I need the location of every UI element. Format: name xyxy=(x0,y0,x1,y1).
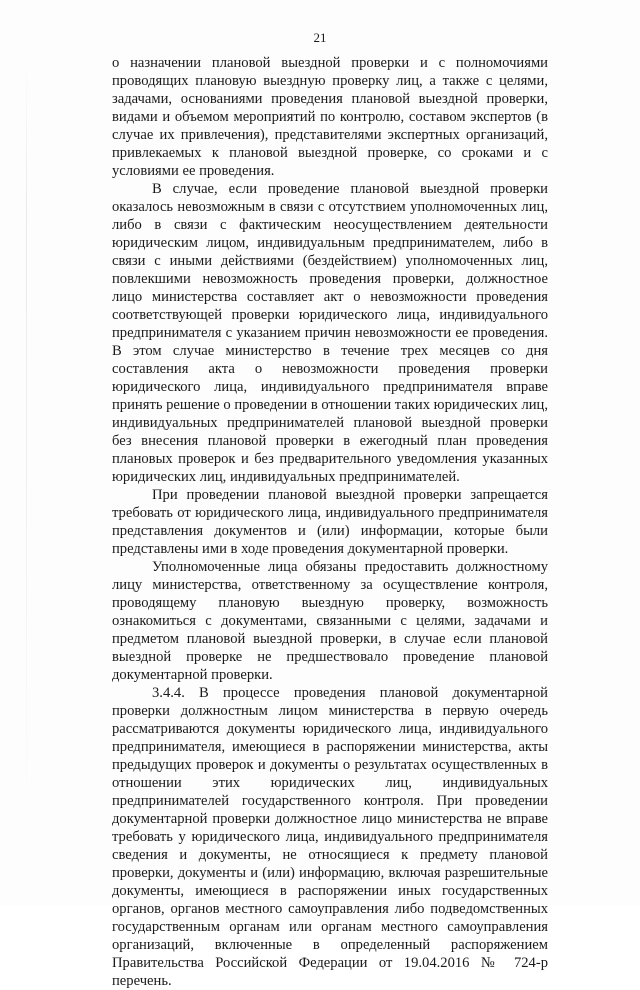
paragraph-continuation: о назначении плановой выездной проверки и с полномочиями проводящих плановую выездную проверку лиц, а также с целями, задачами, основаниями проведения плановой выездной проверки, видами и объемом мероприятий по контролю, составом экспертов (в случае их привлечения), представителями экспертных организаций, привлекаемых к плановой выездной проверке, со сроками и с условиями ее проведения. xyxy=(112,55,548,179)
paragraph-access-to-documents: Уполномоченные лица обязаны предоставить должностному лицу министерства, ответственному за осуществление контроля, проводящему плановую выездную проверку, возможность ознакомиться с документами, связанными с целями, задачами и предметом плановой выездной проверки, в случае если плановой выездной проверке не предшествовало проведение плановой документарной проверки. xyxy=(112,559,548,683)
paragraph-section-3-4-4: 3.4.4. В процессе проведения плановой документарной проверки должностным лицом министерства в первую очередь рассматриваются документы юридического лица, индивидуального предпринимателя, имеющиеся в распоряжении министерства, акты предыдущих проверок и документы о результатах осуществленных в отношении этих юридических лиц, индивидуальных предпринимателей государственного контроля. При проведении документарной проверки должностное лицо министерства не вправе требовать у юридического лица, индивидуального предпринимателя сведения и документы, не относящиеся к предмету плановой проверки, документы и (или) информацию, включая разрешительные документы, имеющиеся в распоряжении иных государственных органов, органов местного самоуправления либо подведомственных государственным органам или органам местного самоуправления организаций, включенные в определенный распоряжением Правительства Российской Федерации от 19.04.2016 № 724-р перечень. xyxy=(112,685,548,989)
scan-edge-shadow xyxy=(26,60,27,820)
document-body xyxy=(112,54,548,990)
paragraph-impossible-inspection: В случае, если проведение плановой выездной проверки оказалось невозможным в связи с отсутствием уполномоченных лиц, либо в связи с фактическим неосуществлением деятельности юридическим лицом, индивидуальным предпринимателем, либо в связи с иными действиями (бездействием) уполномоченных лиц, повлекшими невозможность проведения проверки, должностное лицо министерства составляет акт о невозможности проведения соответствующей проверки юридического лица, индивидуального предпринимателя с указанием причин невозможности ее проведения. В этом случае министерство в течение трех месяцев со дня составления акта о невозможности проведения проверки юридического лица, индивидуального предпринимателя вправе принять решение о проведении в отношении таких юридических лиц, индивидуальных предпринимателей плановой выездной проверки без внесения плановой проверки в ежегодный план проведения плановых проверок и без предварительного уведомления указанных юридических лиц, индивидуальных предпринимателей. xyxy=(112,181,548,485)
paragraph-document-request-ban: При проведении плановой выездной проверки запрещается требовать от юридического лица, индивидуального предпринимателя представления документов и (или) информации, которые были представлены ими в ходе проведения документарной проверки. xyxy=(112,487,548,557)
page-number: 21 xyxy=(313,30,327,45)
